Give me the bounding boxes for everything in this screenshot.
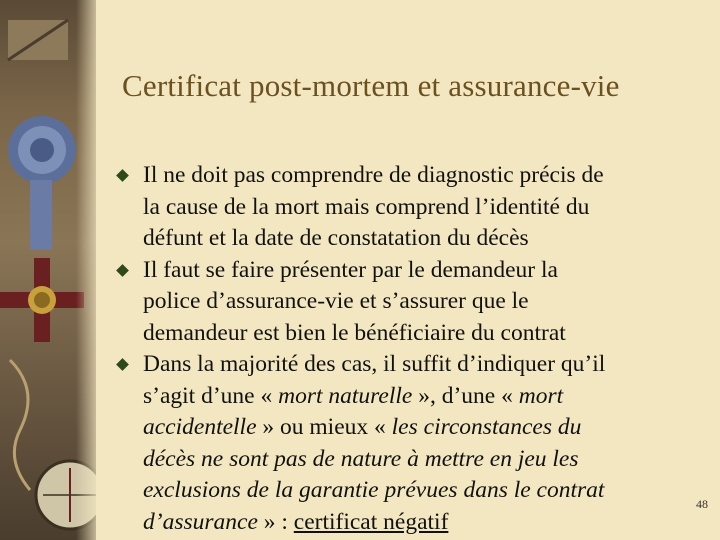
underlined-text-run: certificat négatif	[293, 508, 449, 535]
bullet-line: défunt et la date de constatation du décès	[143, 225, 529, 251]
text-run: », d’une «	[412, 382, 519, 409]
bullet-line: police d’assurance-vie et s’assurer que le	[143, 288, 529, 314]
italic-text-run: mort	[518, 382, 564, 409]
diamond-bullet-icon	[116, 358, 129, 371]
italic-text-run: mort naturelle	[278, 382, 413, 409]
photo-fade-edge	[76, 0, 116, 540]
italic-text-run: exclusions de la garantie prévues dans le contrat	[143, 477, 605, 503]
bullet-line	[143, 412, 708, 444]
bullet-line: Il faut se faire présenter par le demandeur la	[143, 256, 558, 283]
bullet-list	[118, 160, 708, 538]
diamond-bullet-icon	[116, 169, 129, 182]
page-number: 48	[696, 497, 708, 511]
text-run: » :	[257, 508, 294, 535]
bullet-line: Dans la majorité des cas, il suffit d’indiquer qu’il	[143, 351, 606, 377]
text-run: » ou mieux «	[256, 414, 392, 440]
bullet-line	[143, 475, 708, 507]
bullet-item	[118, 255, 708, 350]
slide-title: Certificat post-mortem et assurance-vie	[122, 68, 620, 103]
bullet-item	[118, 160, 708, 255]
bullet-line	[143, 507, 708, 539]
bullet-line: la cause de la mort mais comprend l’identité du	[143, 193, 590, 220]
italic-text-run: d’assurance	[143, 508, 258, 535]
diamond-bullet-icon	[116, 264, 129, 277]
italic-text-run: décès ne sont pas de nature à mettre en jeu les	[143, 445, 579, 472]
bullet-line: Il ne doit pas comprendre de diagnostic précis de	[143, 162, 604, 188]
bullet-line	[143, 444, 708, 476]
italic-text-run: accidentelle	[143, 414, 257, 440]
bullet-item	[118, 349, 708, 538]
bullet-line	[143, 381, 708, 413]
bullet-line: demandeur est bien le bénéficiaire du contrat	[143, 319, 566, 346]
text-run: s’agit d’une «	[143, 382, 279, 409]
italic-text-run: les circonstances du	[391, 414, 582, 440]
